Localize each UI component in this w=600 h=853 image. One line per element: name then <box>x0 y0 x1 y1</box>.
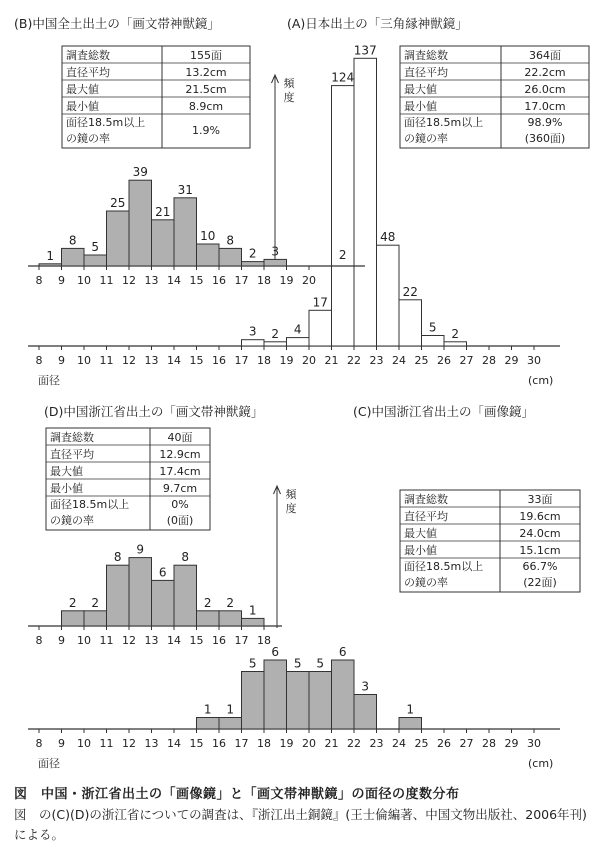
x-tick-label-a: 11 <box>99 354 114 367</box>
x-tick-label-b: 16 <box>212 274 226 287</box>
bar-b <box>197 244 220 266</box>
x-tick-label-b: 14 <box>167 274 181 287</box>
x-tick-label-c: 20 <box>302 737 316 750</box>
stats-value-a: (360面) <box>524 132 566 145</box>
stats-value-c: 24.0cm <box>519 527 561 540</box>
stats-value-b: 21.5cm <box>185 83 227 96</box>
stats-label-c: 直径平均 <box>404 510 448 523</box>
stats-value-a: 26.0cm <box>524 83 566 96</box>
unit-label-a: (cm) <box>528 374 554 387</box>
stats-value-b: 1.9% <box>192 124 220 137</box>
x-tick-label-d: 14 <box>167 634 181 647</box>
stats-label-d: 最小値 <box>50 482 83 495</box>
stats-label-a: 調査総数 <box>404 49 448 62</box>
bar-b <box>62 248 85 266</box>
bar-c <box>264 660 287 729</box>
bar-c <box>287 672 310 730</box>
bar-c <box>399 718 422 730</box>
x-tick-label-c: 15 <box>189 737 204 750</box>
bar-label-b: 3 <box>271 244 280 259</box>
stats-label-b: 最小値 <box>66 100 99 113</box>
x-tick-label-c: 24 <box>392 737 406 750</box>
bar-label-a: 22 <box>402 284 418 299</box>
chart-title-b: (B)中国全土出土の「画文帯神獣鏡」 <box>14 16 220 31</box>
bar-b <box>242 262 265 266</box>
bar-b <box>219 248 242 266</box>
x-tick-label-a: 8 <box>35 354 43 367</box>
stats-label-c: 最大値 <box>404 527 437 540</box>
bar-a <box>242 340 265 346</box>
stats-label-a: の鏡の率 <box>404 132 448 145</box>
x-tick-label-c: 16 <box>212 737 226 750</box>
bar-a <box>354 58 377 346</box>
x-tick-label-a: 19 <box>279 354 294 367</box>
bar-label-d: 2 <box>226 595 235 610</box>
chart-title-d: (D)中国浙江省出土の「画文帯神獣鏡」 <box>44 404 264 419</box>
x-tick-label-b: 20 <box>302 274 316 287</box>
bar-c <box>354 695 377 730</box>
x-tick-label-a: 24 <box>392 354 406 367</box>
bar-label-a: 137 <box>353 43 377 58</box>
x-tick-label-d: 16 <box>212 634 226 647</box>
x-tick-label-d: 9 <box>58 634 65 647</box>
stats-value-d: (0面) <box>166 514 194 527</box>
bar-label-b: 25 <box>110 196 126 210</box>
x-tick-label-b: 15 <box>189 274 204 287</box>
bar-a <box>309 310 332 346</box>
bar-label-d: 2 <box>68 595 77 610</box>
stats-label-d: 調査総数 <box>50 431 94 444</box>
x-tick-label-a: 29 <box>504 354 519 367</box>
bar-label-c: 3 <box>361 679 370 694</box>
x-tick-label-d: 18 <box>257 634 271 647</box>
stats-label-c: 調査総数 <box>404 493 448 506</box>
x-tick-label-c: 12 <box>122 737 136 750</box>
stats-value-b: 13.2cm <box>185 66 227 79</box>
bar-d <box>129 558 152 626</box>
stats-value-d: 0% <box>171 498 189 511</box>
x-tick-label-b: 19 <box>279 274 294 287</box>
bar-d <box>197 611 220 626</box>
bar-label-d: 6 <box>158 565 167 580</box>
bar-label-b: 8 <box>226 233 235 248</box>
stats-value-d: 17.4cm <box>159 465 201 478</box>
stats-label-a: 最大値 <box>404 83 437 96</box>
x-tick-label-a: 9 <box>58 354 65 367</box>
x-tick-label-c: 17 <box>234 737 249 750</box>
stats-label-b: 直径平均 <box>66 66 110 79</box>
figure-note: 図 の(C)(D)の浙江省についての調査は、『浙江出土銅鏡』(王士倫編著、中国文物出版社、2006年刊)による。 <box>14 807 587 842</box>
bar-a <box>444 342 467 346</box>
stats-value-d: 40面 <box>167 431 193 444</box>
bar-b <box>174 198 197 266</box>
bar-c <box>197 718 220 730</box>
bar-label-d: 1 <box>248 603 257 618</box>
stats-label-c: 面径18.5m以上 <box>404 560 484 573</box>
y-axis-label-a: 頻 <box>283 77 295 90</box>
x-tick-label-b: 10 <box>77 274 91 287</box>
bar-label-b: 5 <box>91 240 100 254</box>
bar-b <box>264 259 287 266</box>
x-tick-label-c: 23 <box>369 737 384 750</box>
x-tick-label-d: 17 <box>234 634 249 647</box>
bar-label-c: 1 <box>203 702 212 717</box>
y-axis-label-c: 度 <box>285 502 297 515</box>
x-tick-label-d: 11 <box>99 634 114 647</box>
bar-label-d: 9 <box>136 542 145 557</box>
x-tick-label-c: 22 <box>347 737 361 750</box>
stats-label-a: 面径18.5m以上 <box>404 116 484 129</box>
x-tick-label-a: 14 <box>167 354 181 367</box>
x-tick-label-c: 10 <box>77 737 91 750</box>
bar-label-d: 8 <box>181 550 190 565</box>
y-axis-label-c: 頻 <box>285 488 297 501</box>
bar-label-b: 31 <box>177 182 193 197</box>
figure-caption: 図 中国・浙江省出土の「画像鏡」と「画文帯神獣鏡」の面径の度数分布 <box>14 787 460 802</box>
bar-label-c: 5 <box>248 656 257 671</box>
bar-d <box>84 611 107 626</box>
bar-a <box>332 86 355 346</box>
bar-label-b: 8 <box>68 233 77 248</box>
bar-a <box>377 245 400 346</box>
bar-d <box>219 611 242 626</box>
x-tick-label-b: 12 <box>122 274 136 287</box>
bar-label-c: 6 <box>338 645 347 659</box>
x-tick-label-c: 13 <box>144 737 159 750</box>
stats-label-b: 面径18.5m以上 <box>66 116 146 129</box>
bar-c <box>309 672 332 730</box>
stats-label-b: 最大値 <box>66 83 99 96</box>
x-tick-label-c: 18 <box>257 737 271 750</box>
bar-a <box>264 342 287 346</box>
x-tick-label-a: 20 <box>302 354 316 367</box>
bar-label-a: 17 <box>312 295 328 310</box>
x-tick-label-a: 10 <box>77 354 91 367</box>
stats-value-d: 9.7cm <box>162 482 198 495</box>
x-tick-label-a: 28 <box>482 354 496 367</box>
x-tick-label-c: 30 <box>527 737 541 750</box>
stats-label-c: 最小値 <box>404 544 437 557</box>
x-tick-label-d: 8 <box>35 634 43 647</box>
x-tick-label-d: 10 <box>77 634 91 647</box>
stats-value-c: 66.7% <box>522 560 558 573</box>
x-tick-label-c: 11 <box>99 737 114 750</box>
x-tick-label-b: 11 <box>99 274 114 287</box>
bar-label-d: 2 <box>203 595 212 610</box>
bar-d <box>62 611 85 626</box>
bar-label-a: 5 <box>428 320 437 335</box>
x-tick-label-a: 30 <box>527 354 541 367</box>
bar-label-b: 2 <box>248 246 257 261</box>
bar-label-c: 5 <box>293 656 302 671</box>
x-tick-label-b: 13 <box>144 274 159 287</box>
x-tick-label-d: 13 <box>144 634 159 647</box>
stats-value-d: 12.9cm <box>159 448 201 461</box>
x-tick-label-a: 17 <box>234 354 249 367</box>
bar-label-a: 48 <box>380 230 396 245</box>
bar-label-d: 8 <box>113 550 122 565</box>
stats-label-b: 調査総数 <box>66 49 110 62</box>
x-tick-label-a: 16 <box>212 354 226 367</box>
bar-c <box>242 672 265 730</box>
bar-b <box>84 255 107 266</box>
chart-title-a: (A)日本出土の「三角縁神獣鏡」 <box>287 16 468 31</box>
x-tick-label-a: 15 <box>189 354 204 367</box>
stats-value-c: 19.6cm <box>519 510 561 523</box>
x-tick-label-d: 12 <box>122 634 136 647</box>
bar-b <box>152 220 175 266</box>
y-axis-label-a: 度 <box>283 91 295 104</box>
bar-label-c: 1 <box>226 702 235 717</box>
stats-value-b: 155面 <box>190 49 222 62</box>
stats-label-d: の鏡の率 <box>50 514 94 527</box>
stats-value-c: 33面 <box>527 493 553 506</box>
bar-label-a: 124 <box>331 70 355 85</box>
x-tick-label-c: 26 <box>437 737 451 750</box>
x-tick-label-b: 18 <box>257 274 271 287</box>
x-tick-label-c: 21 <box>324 737 339 750</box>
x-tick-label-a: 25 <box>414 354 429 367</box>
bar-b <box>129 180 152 266</box>
x-tick-label-a: 18 <box>257 354 271 367</box>
bar-label-c: 6 <box>271 645 280 659</box>
x-tick-label-c: 19 <box>279 737 294 750</box>
x-tick-label-b: 8 <box>35 274 43 287</box>
bar-c <box>332 660 355 729</box>
bar-label-b: 21 <box>155 204 171 219</box>
x-tick-label-a: 23 <box>369 354 384 367</box>
x-tick-label-c: 27 <box>459 737 474 750</box>
x-tick-label-a: 22 <box>347 354 361 367</box>
stats-label-a: 直径平均 <box>404 66 448 79</box>
stats-label-a: 最小値 <box>404 100 437 113</box>
x-axis-label-a: 面径 <box>38 374 60 387</box>
bar-label-c: 1 <box>406 702 415 717</box>
x-tick-label-c: 14 <box>167 737 181 750</box>
x-tick-label-c: 28 <box>482 737 496 750</box>
x-tick-label-b: 9 <box>58 274 65 287</box>
x-tick-label-c: 29 <box>504 737 519 750</box>
unit-label-c: (cm) <box>528 757 554 770</box>
stats-value-a: 98.9% <box>527 116 563 129</box>
x-tick-label-c: 8 <box>35 737 43 750</box>
bar-d <box>107 565 130 626</box>
overlap-label-a: 2 <box>338 248 347 262</box>
stats-label-d: 直径平均 <box>50 448 94 461</box>
bar-label-a: 4 <box>293 322 302 337</box>
bar-label-b: 10 <box>200 229 216 243</box>
bar-label-a: 3 <box>248 324 257 339</box>
bar-b <box>39 264 62 266</box>
chart-title-c: (C)中国浙江省出土の「画像鏡」 <box>353 404 534 419</box>
x-tick-label-b: 17 <box>234 274 249 287</box>
bar-b <box>107 211 130 266</box>
stats-label-b: の鏡の率 <box>66 132 110 145</box>
x-tick-label-a: 27 <box>459 354 474 367</box>
stats-label-d: 面径18.5m以上 <box>50 498 130 511</box>
x-tick-label-a: 13 <box>144 354 159 367</box>
bar-label-b: 39 <box>132 165 148 180</box>
x-tick-label-c: 9 <box>58 737 65 750</box>
stats-value-a: 22.2cm <box>524 66 566 79</box>
bar-a <box>422 336 445 347</box>
bar-d <box>174 565 197 626</box>
bar-label-b: 1 <box>46 248 55 263</box>
bar-a <box>399 300 422 346</box>
stats-value-a: 364面 <box>529 49 561 62</box>
x-tick-label-a: 26 <box>437 354 451 367</box>
x-tick-label-c: 25 <box>414 737 429 750</box>
bar-label-a: 2 <box>271 326 280 341</box>
stats-value-b: 8.9cm <box>188 100 224 113</box>
x-tick-label-a: 21 <box>324 354 339 367</box>
bar-d <box>242 618 265 626</box>
bar-label-a: 2 <box>451 326 460 341</box>
stats-label-c: の鏡の率 <box>404 576 448 589</box>
bar-label-d: 2 <box>91 595 100 610</box>
bar-c <box>219 718 242 730</box>
x-tick-label-a: 12 <box>122 354 136 367</box>
bar-a <box>287 338 310 346</box>
stats-value-c: (22面) <box>523 576 557 589</box>
stats-value-a: 17.0cm <box>524 100 566 113</box>
stats-value-c: 15.1cm <box>519 544 561 557</box>
bar-label-c: 5 <box>316 656 325 671</box>
x-tick-label-d: 15 <box>189 634 204 647</box>
stats-label-d: 最大値 <box>50 465 83 478</box>
bar-d <box>152 580 175 626</box>
x-axis-label-c: 面径 <box>38 757 60 770</box>
